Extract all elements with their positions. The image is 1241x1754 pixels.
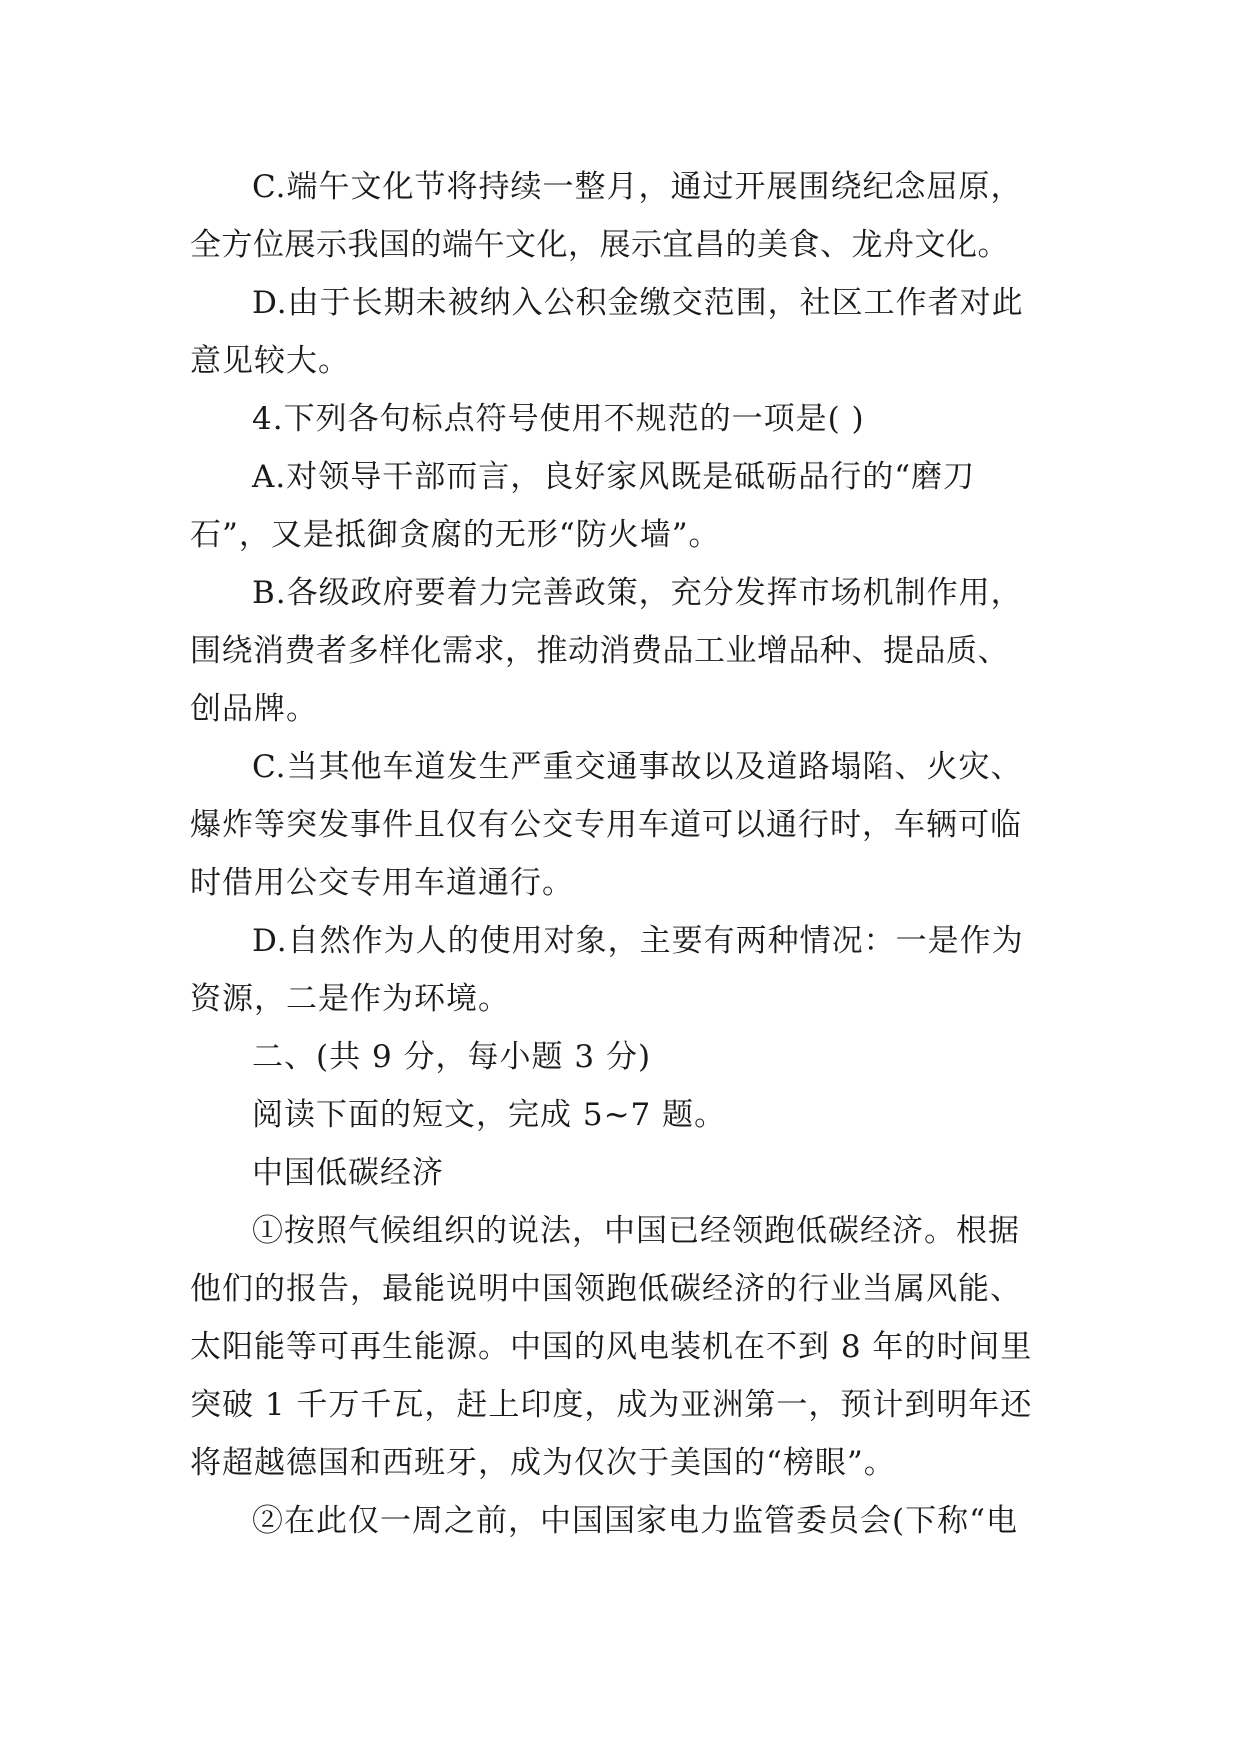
text-line: 创品牌。 [190,691,318,727]
text-line: C.当其他车道发生严重交通事故以及道路塌陷、火灾、 [252,749,1023,785]
text-line: D.自然作为人的使用对象，主要有两种情况：一是作为 [252,923,1024,959]
text-line: B.各级政府要着力完善政策，充分发挥市场机制作用， [252,575,1023,611]
document-body [190,158,1050,1550]
text-line: 意见较大。 [190,343,350,379]
text-line: A.对领导干部而言，良好家风既是砥砺品行的“磨刀 [252,459,976,495]
passage-title: 中国低碳经济 [252,1155,444,1191]
text-line: 全方位展示我国的端午文化，展示宜昌的美食、龙舟文化。 [190,227,1009,263]
text-line: 将超越德国和西班牙，成为仅次于美国的“榜眼”。 [190,1445,896,1481]
text-line: 他们的报告，最能说明中国领跑低碳经济的行业当属风能、 [190,1271,1022,1307]
text-line: 爆炸等突发事件且仅有公交专用车道可以通行时，车辆可临 [190,807,1022,843]
section-heading: 二、(共 9 分，每小题 3 分) [252,1039,652,1075]
text-line: 石”，又是抵御贪腐的无形“防火墙”。 [190,517,721,553]
text-line: 太阳能等可再生能源。中国的风电装机在不到 8 年的时间里 [190,1329,1033,1365]
text-line: ②在此仅一周之前，中国国家电力监管委员会(下称“电 [252,1503,1018,1539]
instruction-line: 阅读下面的短文，完成 5~7 题。 [252,1097,727,1133]
text-line: 围绕消费者多样化需求，推动消费品工业增品种、提品质、 [190,633,1009,669]
text-line: D.由于长期未被纳入公积金缴交范围，社区工作者对此 [252,285,1024,321]
text-line: 时借用公交专用车道通行。 [190,865,574,901]
text-line: C.端午文化节将持续一整月，通过开展围绕纪念屈原， [252,169,1023,205]
text-line: 资源，二是作为环境。 [190,981,510,1017]
text-line: 突破 1 千万千瓦，赶上印度，成为亚洲第一，预计到明年还 [190,1387,1033,1423]
question-heading: 4.下列各句标点符号使用不规范的一项是( ) [252,401,865,437]
text-line: ①按照气候组织的说法，中国已经领跑低碳经济。根据 [252,1213,1020,1249]
